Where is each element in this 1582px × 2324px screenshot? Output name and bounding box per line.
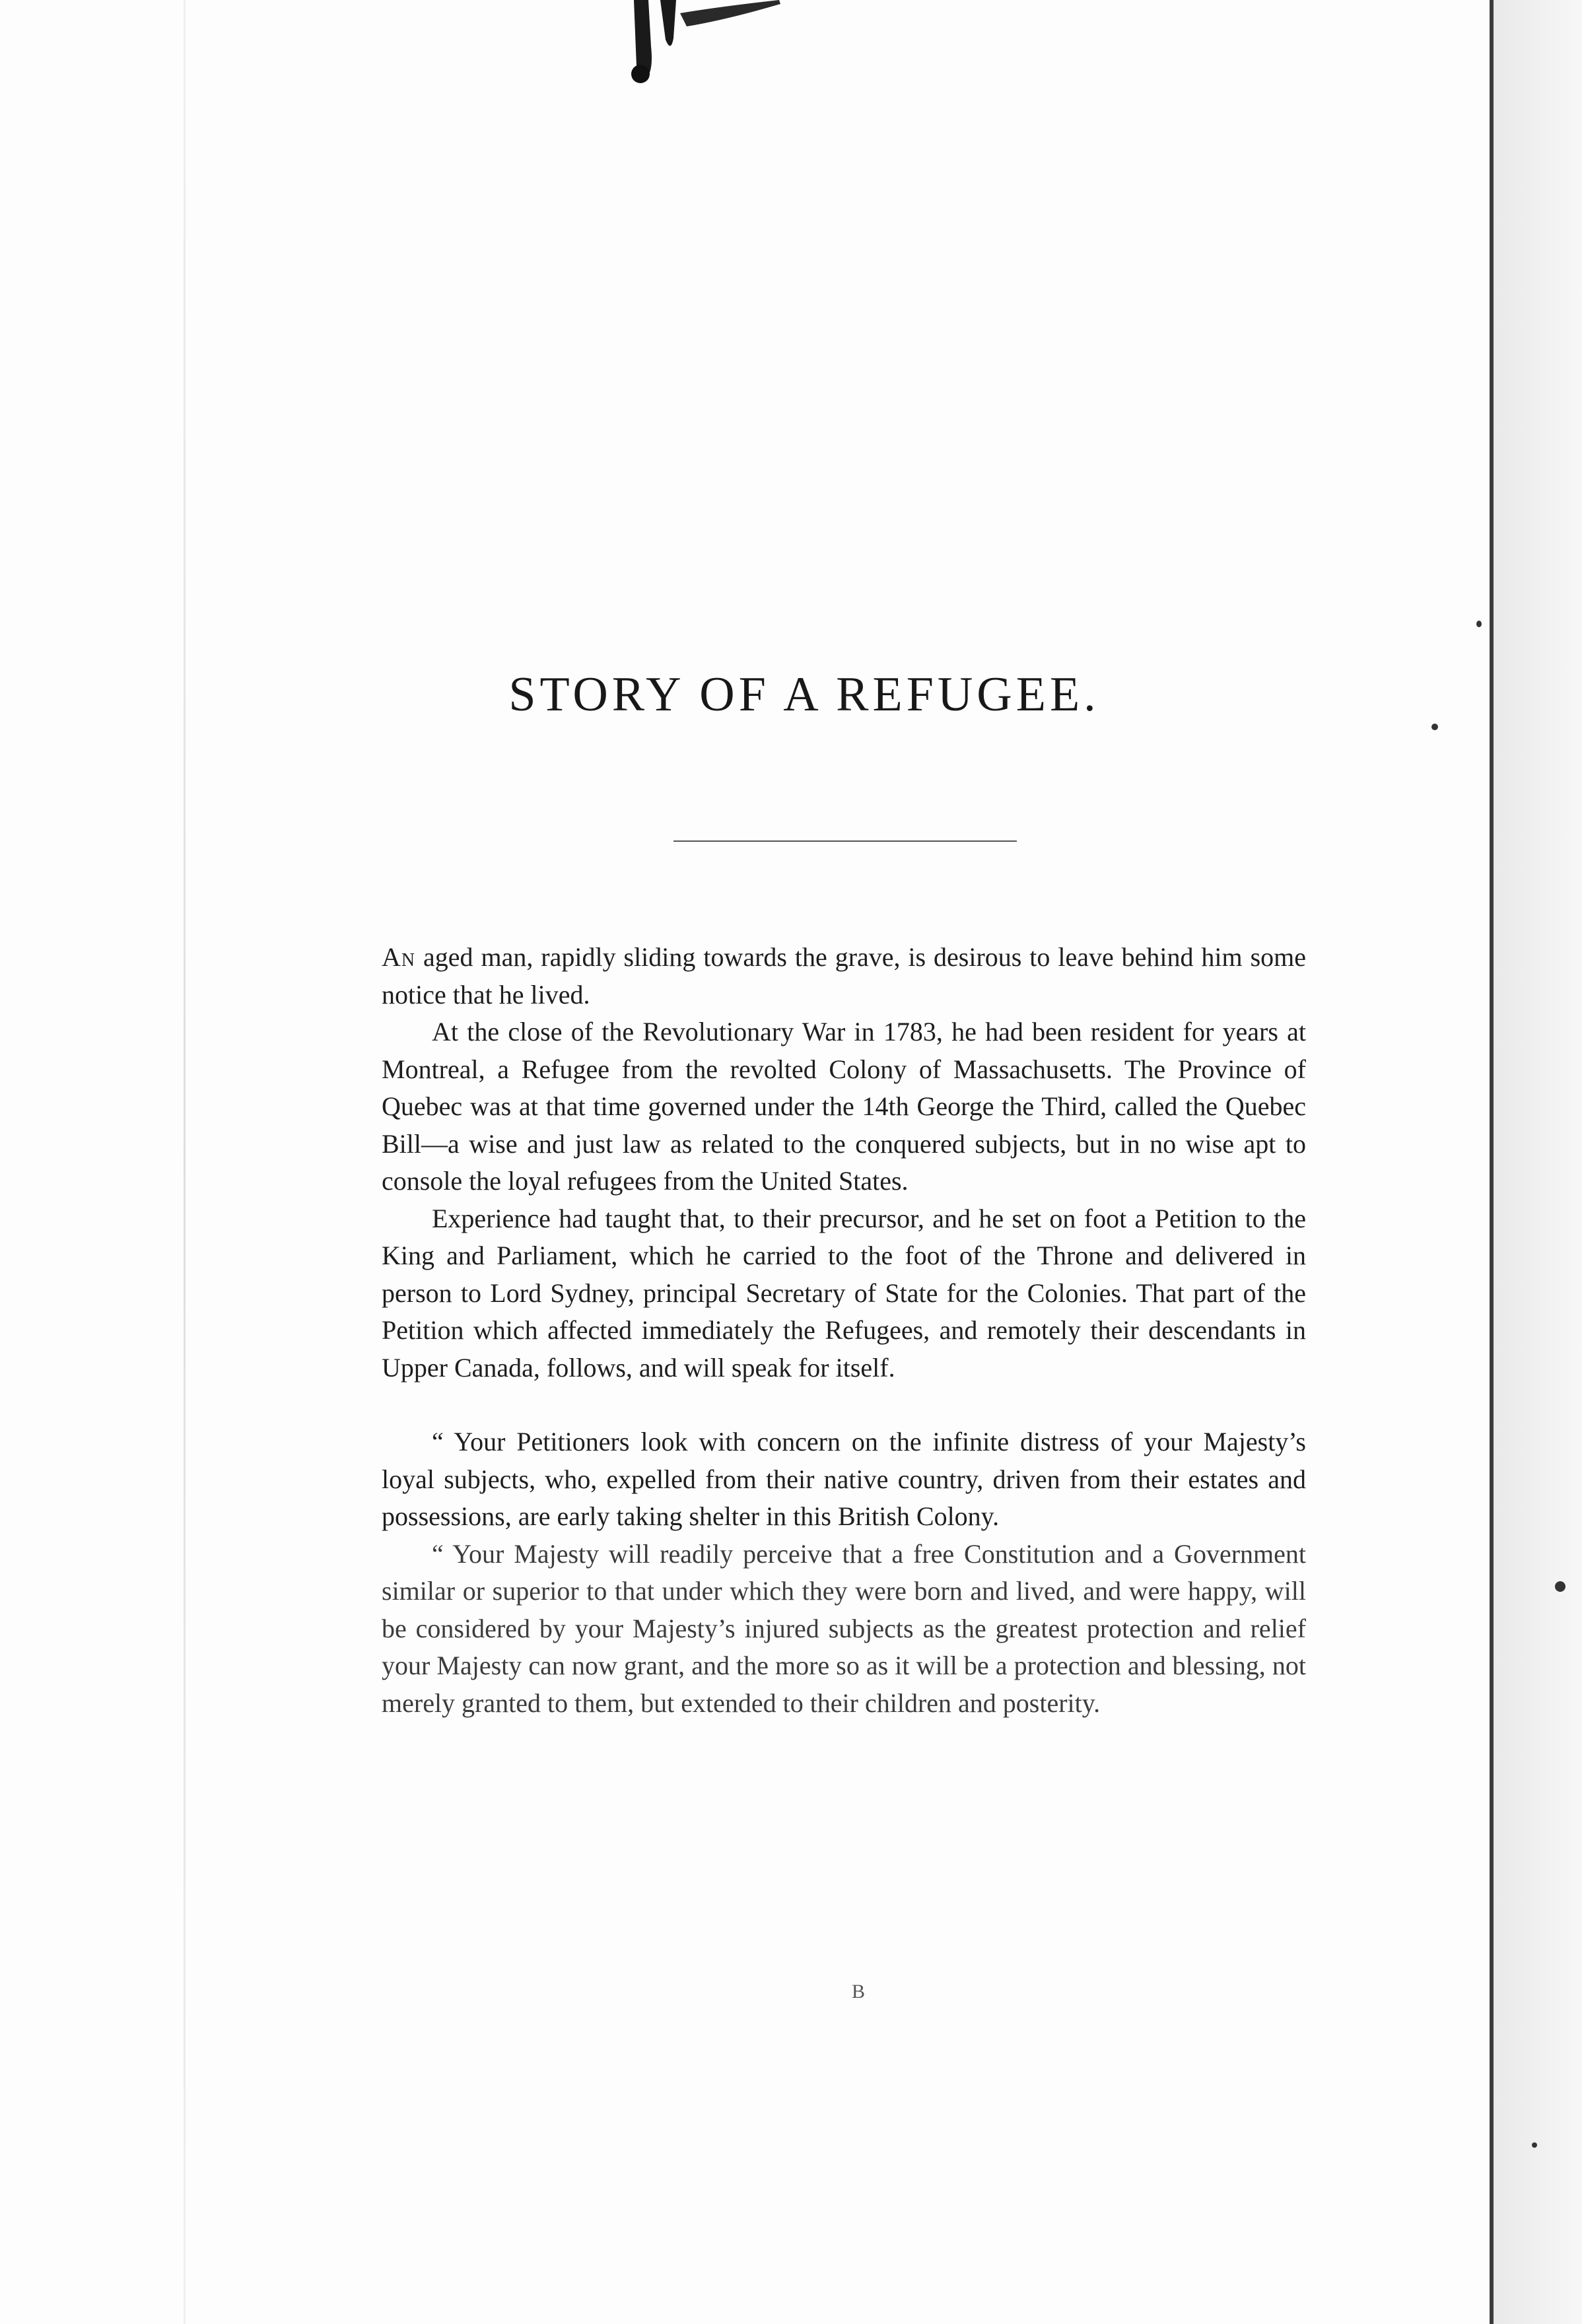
title-rule bbox=[673, 840, 1017, 842]
page-fold-line bbox=[184, 0, 186, 2324]
ink-blot-mark bbox=[607, 0, 806, 86]
ink-speck bbox=[1476, 621, 1482, 627]
ink-speck bbox=[1532, 2142, 1537, 2148]
scan-margin bbox=[1494, 0, 1582, 2324]
ink-speck bbox=[1555, 1581, 1565, 1592]
body-text bbox=[382, 939, 1306, 1722]
paragraph-1-lead: An bbox=[382, 942, 416, 972]
signature-mark: B bbox=[852, 1981, 866, 2002]
paragraph-2: At the close of the Revolutionary War in 1783, he had been resident for years at Montreal, a Refugee from the revolted Colony of Massachusetts. The Province of Quebec was at that time governed under the 14th George the Third, called the Quebec Bill—a wise and just law as related to the conquered subjects, but in no wise apt to console the loyal refugees from the United States. bbox=[382, 1017, 1306, 1196]
page-edge bbox=[1490, 0, 1494, 2324]
paragraph-3: Experience had taught that, to their precursor, and he set on foot a Petition to the King and Parliament, which he carried to the foot of the Throne and delivered in person to Lord Sydney, principal Secretary of State for the Colonies. That part of the Petition which affected immediately the Refugees, and remotely their descendants in Upper Canada, follows, and will speak for itself. bbox=[382, 1203, 1306, 1383]
page-title: STORY OF A REFUGEE. bbox=[508, 667, 1100, 722]
petition-quote-2: “ Your Majesty will readily perceive that a free Constitution and a Government similar or superior to that under which they were born and lived, and were happy, will be considered by your Majesty’s injured subjects as the greatest protection and relief your Majesty can now grant, and the more so as it will be a protection and blessing, not merely granted to them, but extended to their children and posterity. bbox=[382, 1538, 1306, 1718]
ink-speck bbox=[1431, 724, 1438, 730]
petition-quote-1: “ Your Petitioners look with concern on the infinite distress of your Majesty’s loyal subjects, who, expelled from their native country, driven from their estates and possessions, are early taking shelter in this British Colony. bbox=[382, 1427, 1306, 1531]
paragraph-1-text: aged man, rapidly sliding towards the grave, is desirous to leave behind him some notice that he lived. bbox=[382, 942, 1307, 1009]
paragraph-1 bbox=[382, 939, 1306, 1013]
